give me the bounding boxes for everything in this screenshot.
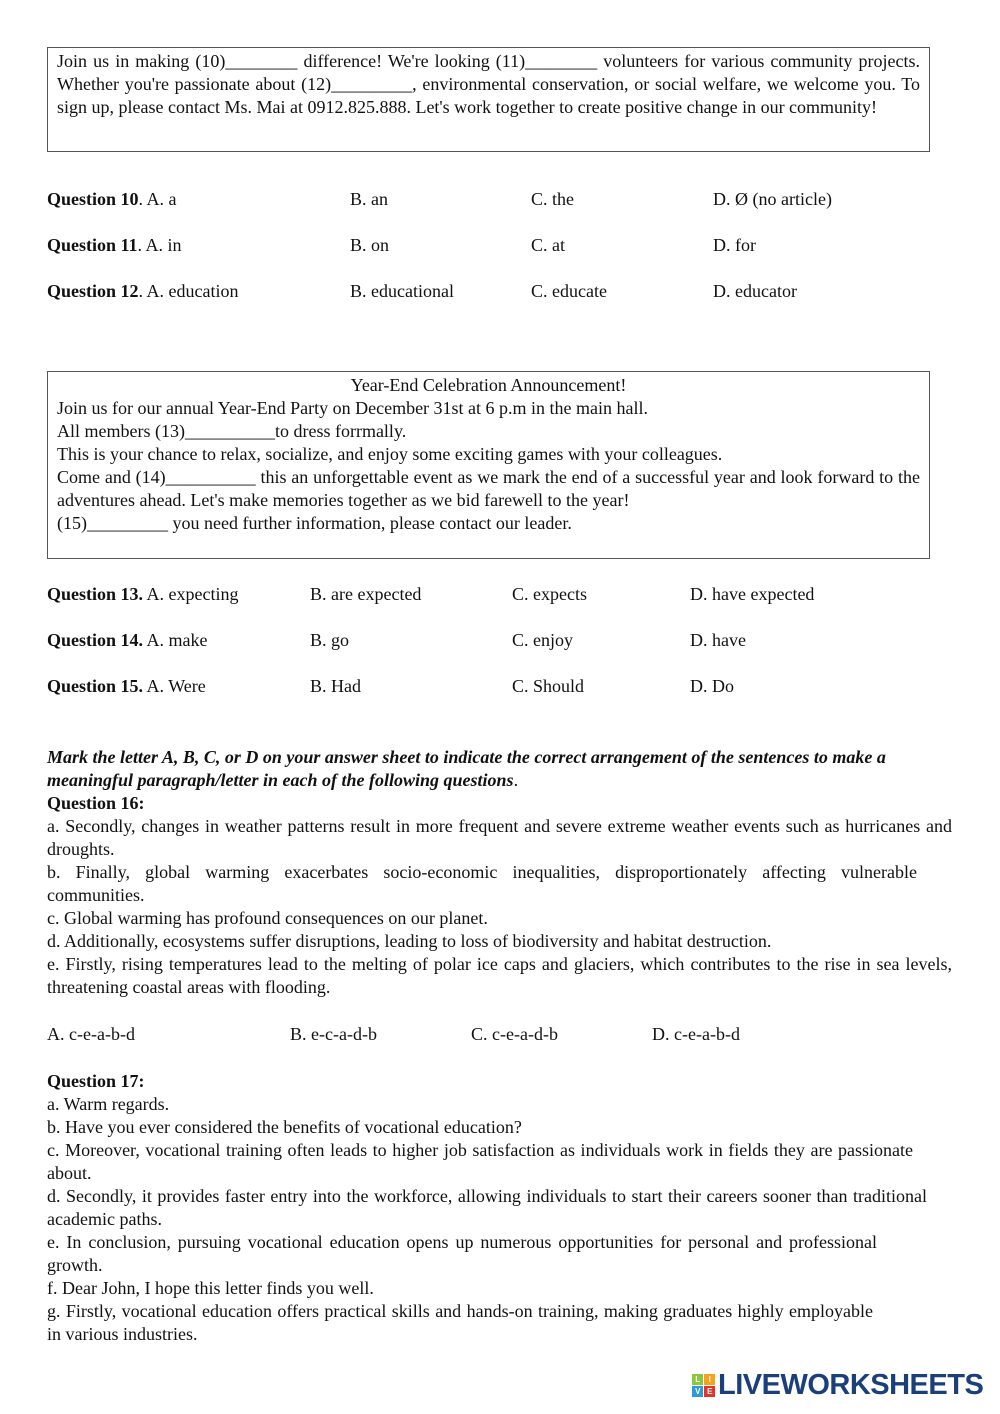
- sentence: b. Have you ever considered the benefits of vocational education?: [47, 1117, 522, 1137]
- question-label: Question 10: [47, 189, 139, 209]
- announcement-line: This is your chance to relax, socialize, and enjoy some exciting games with your colleagues.: [57, 444, 723, 464]
- option-a[interactable]: . A. in: [137, 235, 182, 255]
- announcement-line: (15)_________ you need further information, please contact our leader.: [57, 513, 572, 533]
- question-label: Question 16:: [47, 793, 145, 813]
- sentence: f. Dear John, I hope this letter finds you well.: [47, 1278, 374, 1298]
- option-a[interactable]: A. Were: [143, 676, 206, 696]
- passage-year-end: [47, 371, 930, 559]
- sentence: g. Firstly, vocational education offers practical skills and hands-on training, making graduates highly employable in various industries.: [47, 1301, 873, 1344]
- passage-volunteers: [47, 47, 930, 152]
- question-13: [47, 583, 947, 606]
- question-label: Question 14.: [47, 630, 144, 650]
- option-b[interactable]: B. educational: [350, 281, 454, 301]
- option-d[interactable]: D. have: [690, 630, 746, 650]
- sentence: e. Firstly, rising temperatures lead to the melting of polar ice caps and glaciers, which contributes to the rise in sea levels, threatening coastal areas with flooding.: [47, 954, 952, 997]
- announcement-line: Come and (14)__________ this an unforgettable event as we mark the end of a successful year and look forward to the adventures ahead. Let's make memories together as we bid farewell to the year!: [57, 467, 920, 510]
- option-d[interactable]: D. have expected: [690, 584, 815, 604]
- question-10: [47, 188, 947, 211]
- option-d[interactable]: D. Ø (no article): [713, 189, 832, 209]
- sentence: d. Secondly, it provides faster entry into the workforce, allowing individuals to start their careers sooner than traditional academic paths.: [47, 1186, 927, 1229]
- announcement-title: Year-End Celebration Announcement!: [350, 375, 627, 395]
- announcement-line: All members (13)__________to dress forrmally.: [57, 421, 407, 441]
- option-b[interactable]: B. on: [350, 235, 390, 255]
- option-c[interactable]: C. educate: [531, 281, 607, 301]
- option-d[interactable]: D. for: [713, 235, 756, 255]
- question-label: Question 13.: [47, 584, 144, 604]
- instruction: Mark the letter A, B, C, or D on your answer sheet to indicate the correct arrangement of the sentences to make a meaningful paragraph/letter in each of the following questions.: [47, 747, 886, 790]
- sentence: b. Finally, global warming exacerbates socio-economic inequalities, disproportionately affecting vulnerable communities.: [47, 862, 917, 905]
- option-c[interactable]: C. enjoy: [512, 630, 573, 650]
- logo-tiles-icon: L I V E: [692, 1374, 715, 1397]
- option-b[interactable]: B. are expected: [310, 584, 422, 604]
- question-label: Question 15.: [47, 676, 144, 696]
- option-a[interactable]: A. make: [143, 630, 208, 650]
- option-b[interactable]: B. an: [350, 189, 388, 209]
- instruction-text: Mark the letter A, B, C, or D on your answer sheet to indicate the correct arrangement of the sentences to make a meaningful paragraph/letter in each of the following questions: [47, 747, 886, 790]
- option-c[interactable]: C. c-e-a-d-b: [471, 1024, 558, 1044]
- logo-text: LIVEWORKSHEETS: [718, 1369, 984, 1401]
- option-b[interactable]: B. go: [310, 630, 350, 650]
- question-14: [47, 629, 947, 652]
- option-a[interactable]: A. expecting: [143, 584, 239, 604]
- question-15: [47, 675, 947, 698]
- question-16-options: [47, 1023, 947, 1046]
- option-c[interactable]: C. Should: [512, 676, 585, 696]
- option-a[interactable]: . A. a: [138, 189, 177, 209]
- option-a[interactable]: . A. education: [138, 281, 239, 301]
- question-11: [47, 234, 947, 257]
- option-d[interactable]: D. educator: [713, 281, 797, 301]
- option-a[interactable]: A. c-e-a-b-d: [47, 1024, 135, 1044]
- option-d[interactable]: D. c-e-a-b-d: [652, 1024, 740, 1044]
- option-c[interactable]: C. the: [531, 189, 574, 209]
- option-c[interactable]: C. at: [531, 235, 565, 255]
- option-b[interactable]: B. Had: [310, 676, 361, 696]
- question-label: Question 12: [47, 281, 139, 301]
- question-12: [47, 280, 947, 303]
- announcement-line: Join us for our annual Year-End Party on December 31st at 6 p.m in the main hall.: [57, 398, 649, 418]
- question-16: [47, 792, 952, 999]
- sentence: d. Additionally, ecosystems suffer disruptions, leading to loss of biodiversity and habitat destruction.: [47, 931, 772, 951]
- question-17: [47, 1070, 927, 1346]
- liveworksheets-logo: [692, 1369, 984, 1401]
- passage-text: Join us in making (10)________ difference! We're looking (11)________ volunteers for various community projects. Whether you're passionate about (12)_________, environmental conservation, or social welfare, we welcome you. To sign up, please contact Ms. Mai at 0912.825.888. Let's work together to create positive change in our community!: [57, 51, 920, 117]
- question-label: Question 17:: [47, 1071, 145, 1091]
- sentence: e. In conclusion, pursuing vocational education opens up numerous opportunities for personal and professional growth.: [47, 1232, 877, 1275]
- sentence: c. Moreover, vocational training often leads to higher job satisfaction as individuals work in fields they are passionate about.: [47, 1140, 913, 1183]
- option-d[interactable]: D. Do: [690, 676, 734, 696]
- question-label: Question 11: [47, 235, 138, 255]
- sentence: a. Secondly, changes in weather patterns result in more frequent and severe extreme weather events such as hurricanes and droughts.: [47, 816, 952, 859]
- sentence: a. Warm regards.: [47, 1094, 170, 1114]
- option-c[interactable]: C. expects: [512, 584, 587, 604]
- sentence: c. Global warming has profound consequences on our planet.: [47, 908, 488, 928]
- option-b[interactable]: B. e-c-a-d-b: [290, 1024, 377, 1044]
